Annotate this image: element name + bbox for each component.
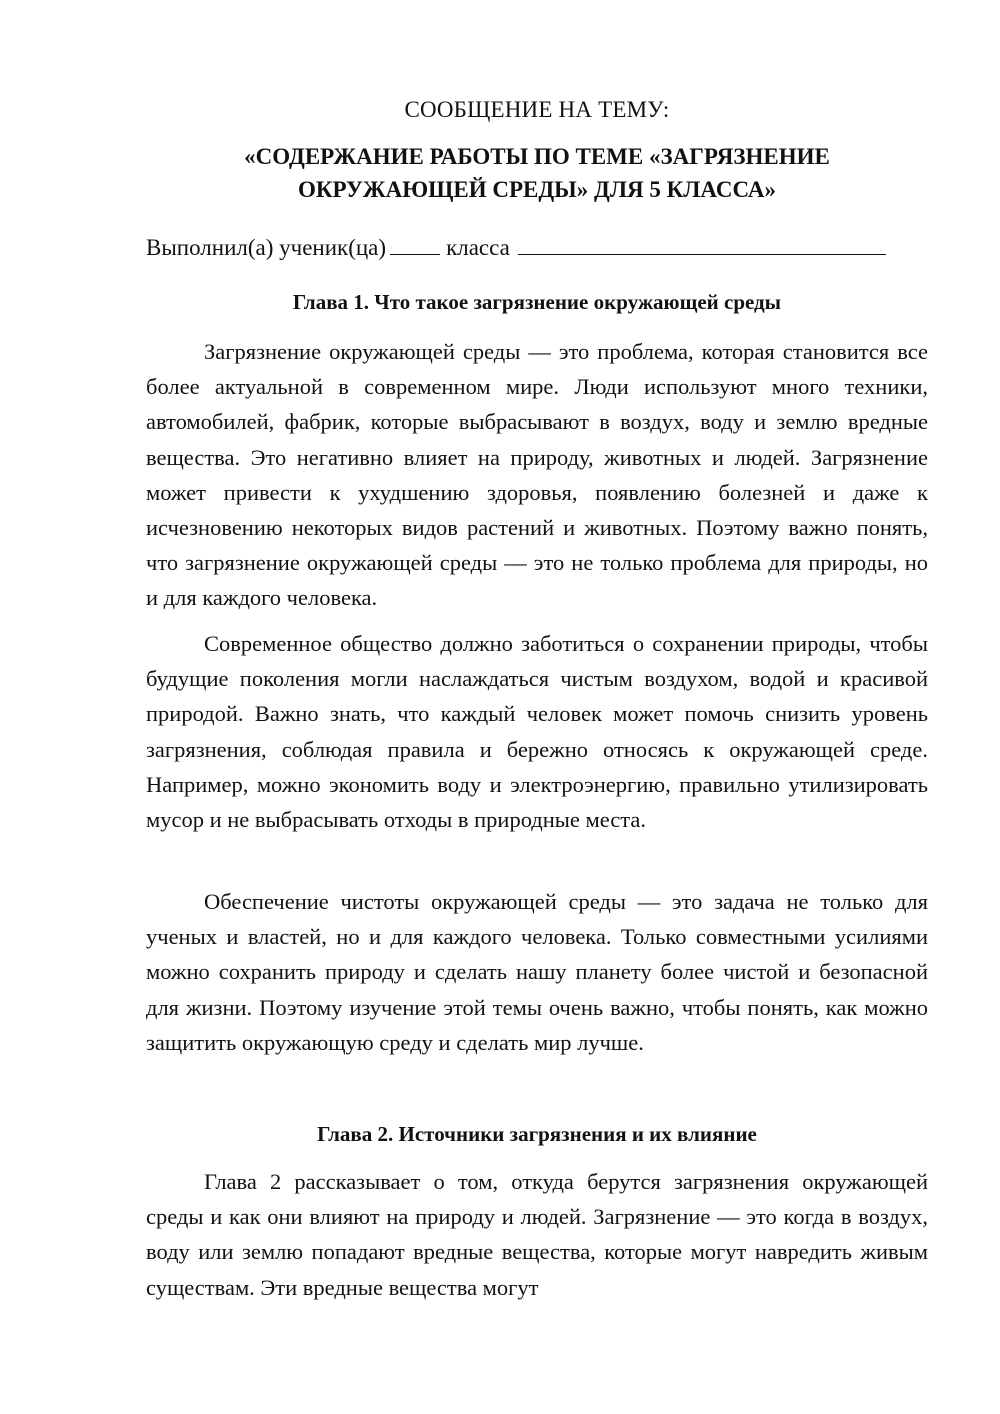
author-line — [146, 232, 928, 263]
chapter-1-heading: Глава 1. Что такое загрязнение окружающей среды — [292, 290, 782, 314]
chapter-1-paragraph-3: Обеспечение чистоты окружающей среды — это задача не только для ученых и властей, но и для каждого человека. Только совместными усилиями можно сохранить природу и сделать нашу планету более чистой и безопасной для жизни. Поэтому изучение этой темы очень важно, чтобы понять, как можно защитить окружающую среду и сделать мир лучше. — [146, 889, 928, 1055]
author-class-label: класса — [446, 235, 510, 260]
author-name-blank — [518, 232, 886, 255]
document-title-line-1: «СОДЕРЖАНИЕ РАБОТЫ ПО ТЕМЕ «ЗАГРЯЗНЕНИЕ — [244, 144, 830, 169]
chapter-2-paragraph-1: Глава 2 рассказывает о том, откуда берутся загрязнения окружающей среды и как они влияют на природу и людей. Загрязнение — это когда в воздух, воду или землю попадают вредные вещества, которые могут навредить живым существам. Эти вредные вещества могут — [146, 1169, 928, 1300]
class-number-blank — [390, 232, 440, 255]
chapter-1-paragraph-1: Загрязнение окружающей среды — это проблема, которая становится все более актуальной в современном мире. Люди используют много техники, автомобилей, фабрик, которые выбрасывают в воздух, воду и землю вредные вещества. Это негативно влияет на природу, животных и людей. Загрязнение может привести к ухудшению здоровья, появлению болезней и даже к исчезновению некоторых видов растений и животных. Поэтому важно понять, что загрязнение окружающей среды — это не только проблема для природы, но и для каждого человека. — [146, 339, 928, 611]
document-title-line-2: ОКРУЖАЮЩЕЙ СРЕДЫ» ДЛЯ 5 КЛАССА» — [297, 177, 777, 202]
chapter-2-heading: Глава 2. Источники загрязнения и их влияние — [317, 1122, 757, 1146]
document-type-line: СООБЩЕНИЕ НА ТЕМУ: — [404, 97, 670, 122]
author-prefix: Выполнил(а) ученик(ца) — [146, 235, 387, 260]
document-title — [146, 140, 928, 206]
chapter-1-paragraph-2: Современное общество должно заботиться о сохранении природы, чтобы будущие поколения могли наслаждаться чистым воздухом, водой и красивой природой. Важно знать, что каждый человек может помочь снизить уровень загрязнения, соблюдая правила и бережно относясь к окружающей среде. Например, можно экономить воду и электроэнергию, правильно утилизировать мусор и не выбрасывать отходы в природные места. — [146, 631, 928, 833]
